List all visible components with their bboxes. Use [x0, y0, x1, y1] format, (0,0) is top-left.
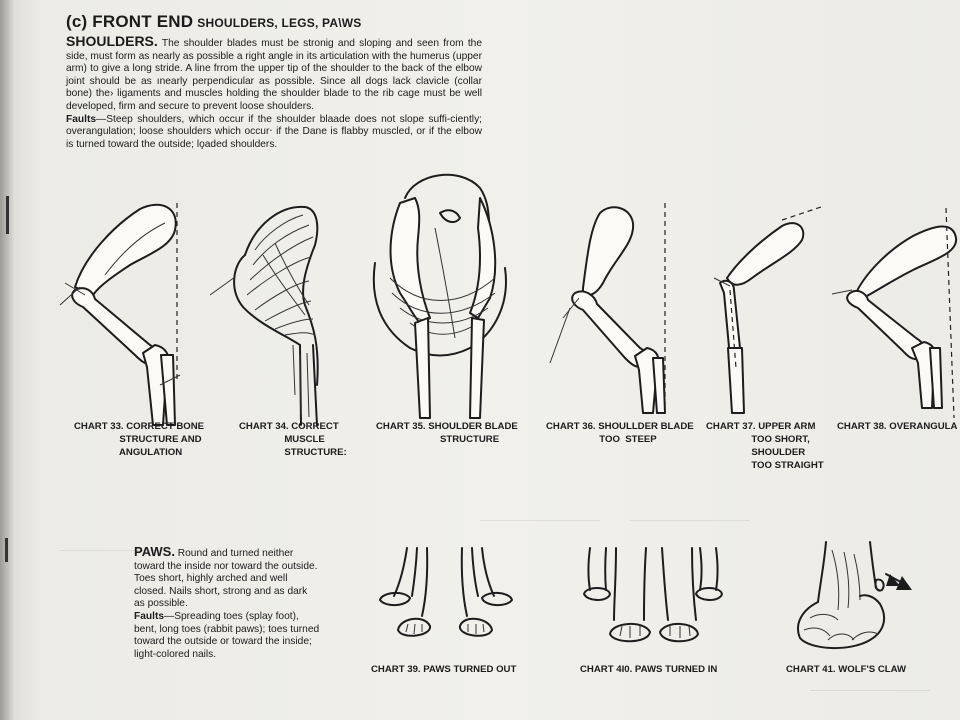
chart-37-illustration: [712, 198, 832, 418]
chart-36-caption: CHART 36. SHOULLDER BLADE TOO STEEP: [546, 421, 694, 445]
paws-heading: PAWS.: [134, 544, 175, 559]
section-title-main: (c) FRONT END: [66, 12, 194, 31]
book-spine: [0, 0, 14, 720]
binding-mark-bottom: [5, 538, 8, 562]
chart-39-caption: CHART 39. PAWS TURNED OUT: [371, 664, 517, 675]
chart-35-illustration: [360, 168, 520, 418]
chart-41-illustration: [790, 540, 920, 660]
chart-33-caption: CHART 33. CORRECT BONE STRUCTURE AND ANGULATION: [74, 421, 205, 458]
chart-37-caption: CHART 37. UPPER ARM TOO SHORT, SHOULDER TOO STRAIGHT: [706, 421, 824, 471]
chart-38-illustration: [838, 198, 958, 428]
chart-36-illustration: [545, 198, 685, 428]
section-title: [66, 12, 361, 32]
chart-41-caption: CHART 41. WOLF'S CLAW: [786, 664, 907, 675]
chart-40-caption: CHART 4I0. PAWS TURNED IN: [580, 664, 718, 675]
chart-38-caption: CHART 38. OVERANGULA: [837, 421, 958, 432]
chart-34-caption: CHART 34. CORRECT MUSCLE STRUCTURE:: [239, 421, 347, 458]
chart-33-illustration: [55, 195, 185, 425]
paws-faults-label: Faults: [134, 610, 165, 622]
chart-35-caption: CHART 35. SHOULDER BLADE STRUCTURE: [376, 421, 518, 445]
chart-40-illustration: [578, 548, 728, 648]
shoulders-body: The shoulder blades must be stronig and sloping and seen from the side, must form as nearly as possible a right angle in its articulation with the humerus (upper arm) to give a long stride. A line frrom the upper tip of the shoulder to the back of the elbow joint should be as ınearly perpendicular as possible. Since all dogs lack clavicle (collar bone) the› ligaments and muscles holding the shoulder blade to the rib cage must be well developed, firm and secure to prevent loose shoulders.: [66, 38, 482, 112]
paws-paragraph: [134, 546, 320, 661]
shoulders-faults-text: —Steep shoulders, which occur if the shoulder blaade does not slope suffi-ciently; overangulation; loose shoulders which occur‧ if the Dane is flabby muscled, or if the elbow is turned toward the outside; lo̧aded shoulders.: [66, 113, 482, 150]
chart-39-illustration: [372, 548, 522, 648]
chart-34-illustration: [205, 195, 325, 425]
paws-faults-text: —Spreading toes (splay foot), bent, long toes (rabbit paws); toes turned toward the outside or toward the inside; light-colored nails.: [134, 610, 320, 660]
section-title-sub: SHOULDERS, LEGS, PA\WS: [197, 16, 362, 30]
binding-mark-top: [6, 196, 9, 234]
shoulders-paragraph: [66, 35, 482, 151]
shoulders-heading: SHOULDERS.: [66, 33, 158, 49]
paws-body: Round and turned neither toward the inside nor toward the outside. Toes short, highly arched and well closed. Nails short, strong and as dark as possible.: [134, 548, 318, 610]
shoulders-faults-label: Faults: [66, 113, 97, 125]
